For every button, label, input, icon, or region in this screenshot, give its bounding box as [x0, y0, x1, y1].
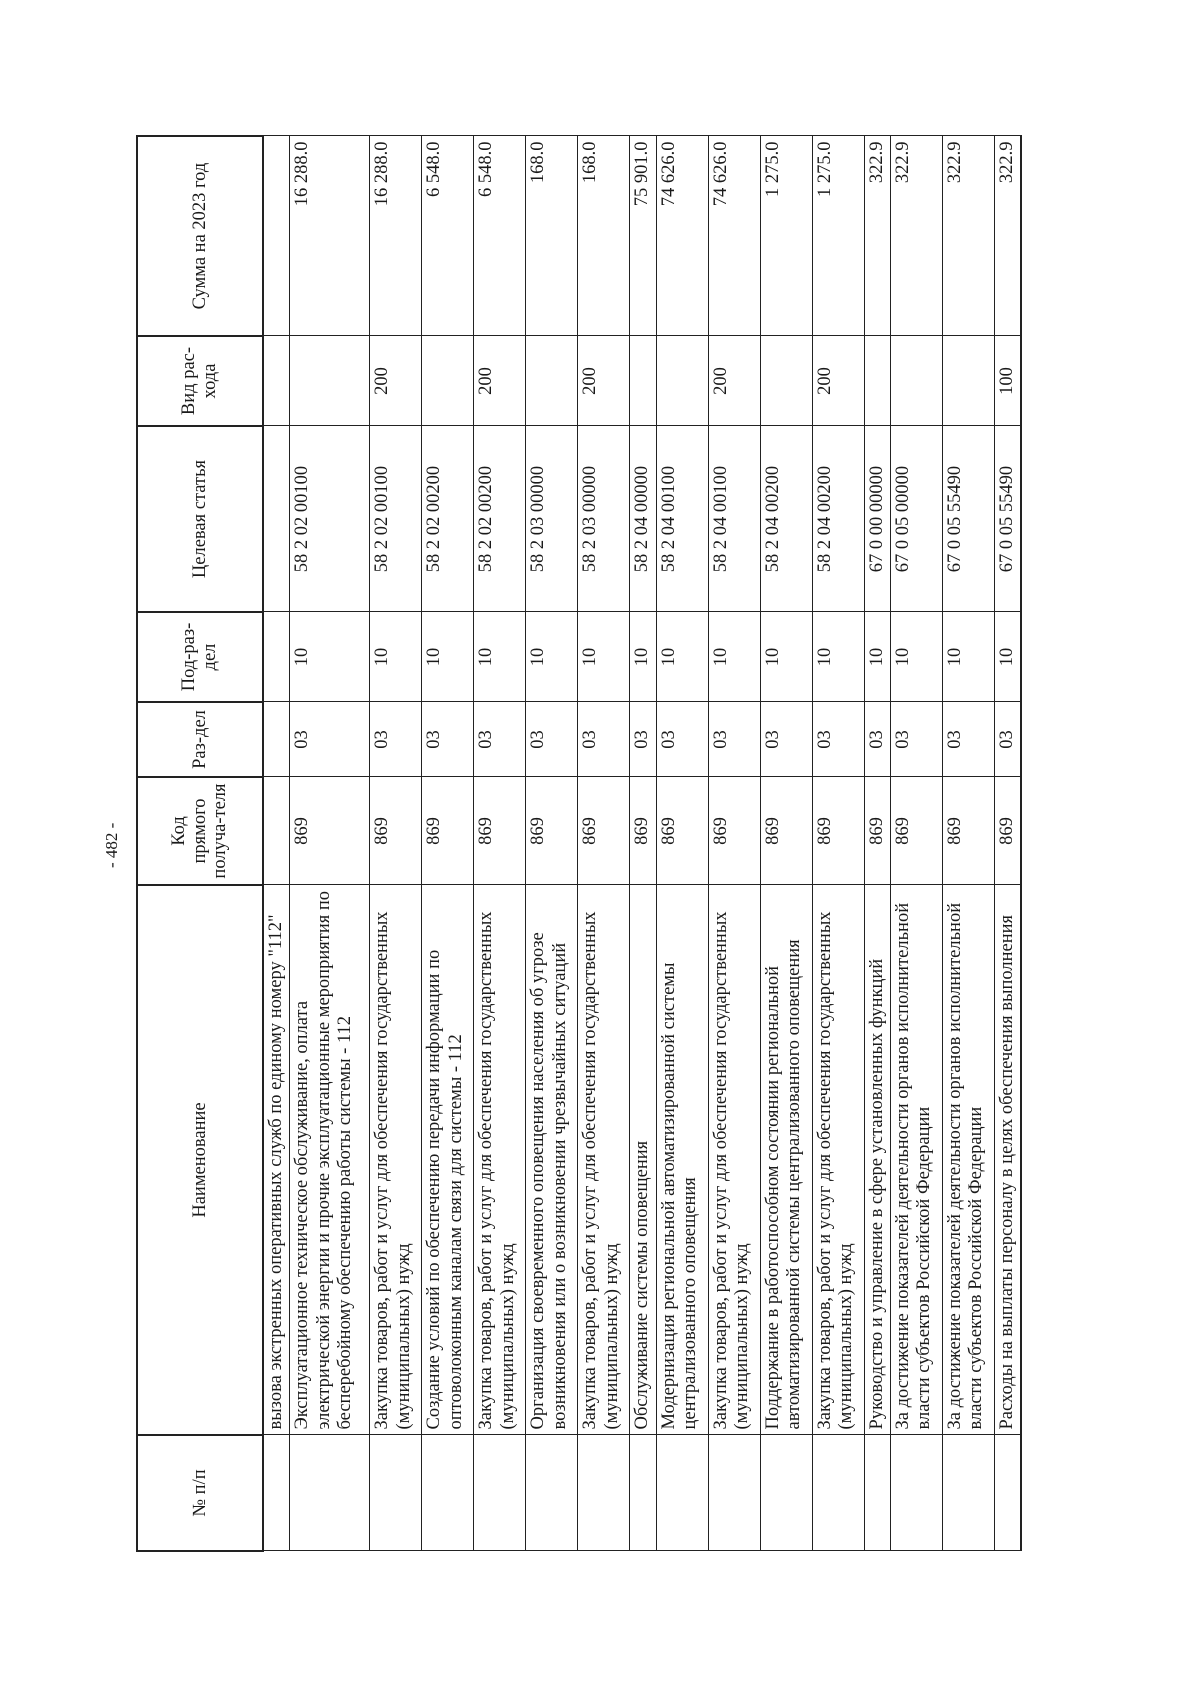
- cell-sum: 6 548.0: [422, 136, 474, 336]
- cell-code: 869: [760, 777, 812, 885]
- cell-code: 869: [630, 777, 656, 885]
- cell-razdel: 03: [994, 702, 1021, 777]
- cell-code: 869: [290, 777, 370, 885]
- header-sum: Сумма на 2023 год: [137, 136, 263, 336]
- cell-sum: 16 288.0: [370, 136, 422, 336]
- cell-sum: [263, 136, 290, 336]
- cell-vid: 100: [994, 336, 1021, 426]
- cell-vid: [760, 336, 812, 426]
- cell-razdel: 03: [630, 702, 656, 777]
- cell-target: 58 2 03 00000: [578, 426, 630, 612]
- cell-num: [656, 1435, 708, 1551]
- table-row: [263, 136, 290, 1551]
- cell-code: 869: [370, 777, 422, 885]
- cell-name: Закупка товаров, работ и услуг для обеспечения государственных (муниципальных) нужд: [578, 885, 630, 1435]
- cell-vid: 200: [812, 336, 864, 426]
- cell-num: [474, 1435, 526, 1551]
- cell-name: Эксплуатационное техническое обслуживание, оплата электрической энергии и прочие эксплуатационные мероприятия по бесперебойному обеспечению работы системы - 112: [290, 885, 370, 1435]
- cell-target: 58 2 04 00000: [630, 426, 656, 612]
- cell-razdel: 03: [760, 702, 812, 777]
- cell-podrazdel: 10: [812, 612, 864, 702]
- cell-razdel: 03: [812, 702, 864, 777]
- cell-code: 869: [526, 777, 578, 885]
- table-row: [942, 136, 994, 1551]
- cell-target: 58 2 04 00200: [760, 426, 812, 612]
- cell-code: [263, 777, 290, 885]
- cell-vid: [942, 336, 994, 426]
- cell-num: [890, 1435, 942, 1551]
- page-number: - 482 -: [102, 822, 121, 868]
- table-header: [137, 136, 263, 1551]
- cell-podrazdel: 10: [994, 612, 1021, 702]
- cell-sum: 74 626.0: [656, 136, 708, 336]
- table-row: [760, 136, 812, 1551]
- cell-podrazdel: 10: [890, 612, 942, 702]
- cell-code: 869: [656, 777, 708, 885]
- cell-code: 869: [812, 777, 864, 885]
- cell-podrazdel: [263, 612, 290, 702]
- cell-code: 869: [578, 777, 630, 885]
- cell-podrazdel: 10: [422, 612, 474, 702]
- cell-sum: 16 288.0: [290, 136, 370, 336]
- table-row: [474, 136, 526, 1551]
- cell-razdel: 03: [864, 702, 890, 777]
- cell-name: Создание условий по обеспечению передачи информации по оптоволоконным каналам связи для системы - 112: [422, 885, 474, 1435]
- cell-num: [864, 1435, 890, 1551]
- cell-sum: 168.0: [578, 136, 630, 336]
- cell-name: Закупка товаров, работ и услуг для обеспечения государственных (муниципальных) нужд: [812, 885, 864, 1435]
- table-row: [890, 136, 942, 1551]
- cell-razdel: 03: [942, 702, 994, 777]
- cell-vid: [890, 336, 942, 426]
- table-body: [263, 136, 1021, 1551]
- cell-podrazdel: 10: [864, 612, 890, 702]
- cell-name: Закупка товаров, работ и услуг для обеспечения государственных (муниципальных) нужд: [370, 885, 422, 1435]
- cell-target: 67 0 05 55490: [994, 426, 1021, 612]
- table-row: [656, 136, 708, 1551]
- cell-target: 58 2 02 00200: [474, 426, 526, 612]
- table-row: [290, 136, 370, 1551]
- cell-code: 869: [708, 777, 760, 885]
- header-podrazdel: Под-раз-дел: [137, 612, 263, 702]
- header-razdel: Раз-дел: [137, 702, 263, 777]
- cell-vid: 200: [578, 336, 630, 426]
- cell-name: вызова экстренных оперативных служб по единому номеру "112": [263, 885, 290, 1435]
- cell-name: Закупка товаров, работ и услуг для обеспечения государственных (муниципальных) нужд: [474, 885, 526, 1435]
- cell-podrazdel: 10: [630, 612, 656, 702]
- cell-target: 58 2 04 00200: [812, 426, 864, 612]
- cell-razdel: 03: [290, 702, 370, 777]
- header-target: Целевая статья: [137, 426, 263, 612]
- cell-vid: [422, 336, 474, 426]
- cell-name: Закупка товаров, работ и услуг для обеспечения государственных (муниципальных) нужд: [708, 885, 760, 1435]
- cell-code: 869: [942, 777, 994, 885]
- cell-podrazdel: 10: [526, 612, 578, 702]
- cell-sum: 1 275.0: [812, 136, 864, 336]
- cell-podrazdel: 10: [942, 612, 994, 702]
- cell-name: За достижение показателей деятельности органов исполнительной власти субъектов Российской Федерации: [890, 885, 942, 1435]
- cell-razdel: [263, 702, 290, 777]
- header-num: № п/п: [137, 1435, 263, 1551]
- cell-code: 869: [890, 777, 942, 885]
- cell-razdel: 03: [708, 702, 760, 777]
- cell-num: [708, 1435, 760, 1551]
- table-row: [708, 136, 760, 1551]
- cell-target: 58 2 04 00100: [656, 426, 708, 612]
- cell-vid: [656, 336, 708, 426]
- cell-num: [942, 1435, 994, 1551]
- table-row: [630, 136, 656, 1551]
- table-row: [578, 136, 630, 1551]
- cell-target: 58 2 02 00100: [370, 426, 422, 612]
- budget-table: [136, 135, 1022, 1552]
- cell-sum: 1 275.0: [760, 136, 812, 336]
- cell-vid: [526, 336, 578, 426]
- cell-name: Поддержание в работоспособном состоянии региональной автоматизированной системы централизованного оповещения: [760, 885, 812, 1435]
- cell-podrazdel: 10: [290, 612, 370, 702]
- cell-num: [290, 1435, 370, 1551]
- cell-code: 869: [474, 777, 526, 885]
- table-row: [864, 136, 890, 1551]
- budget-table-container: [136, 137, 1017, 1552]
- cell-num: [994, 1435, 1021, 1551]
- cell-num: [630, 1435, 656, 1551]
- cell-razdel: 03: [656, 702, 708, 777]
- cell-vid: 200: [474, 336, 526, 426]
- cell-sum: 75 901.0: [630, 136, 656, 336]
- cell-vid: [630, 336, 656, 426]
- cell-target: 58 2 03 00000: [526, 426, 578, 612]
- cell-vid: [263, 336, 290, 426]
- cell-target: 67 0 00 00000: [864, 426, 890, 612]
- cell-code: 869: [422, 777, 474, 885]
- cell-razdel: 03: [370, 702, 422, 777]
- cell-razdel: 03: [890, 702, 942, 777]
- cell-podrazdel: 10: [370, 612, 422, 702]
- cell-sum: 322.9: [994, 136, 1021, 336]
- cell-podrazdel: 10: [760, 612, 812, 702]
- cell-vid: 200: [370, 336, 422, 426]
- cell-podrazdel: 10: [474, 612, 526, 702]
- table-row: [422, 136, 474, 1551]
- table-row: [370, 136, 422, 1551]
- cell-vid: [290, 336, 370, 426]
- cell-num: [370, 1435, 422, 1551]
- header-code: Код прямого получа-теля: [137, 777, 263, 885]
- cell-podrazdel: 10: [578, 612, 630, 702]
- table-row: [994, 136, 1021, 1551]
- cell-razdel: 03: [474, 702, 526, 777]
- header-name: Наименование: [137, 885, 263, 1435]
- cell-num: [263, 1435, 290, 1551]
- cell-podrazdel: 10: [708, 612, 760, 702]
- cell-target: 58 2 02 00200: [422, 426, 474, 612]
- cell-target: 67 0 05 55490: [942, 426, 994, 612]
- cell-name: Обслуживание системы оповещения: [630, 885, 656, 1435]
- cell-razdel: 03: [578, 702, 630, 777]
- cell-code: 869: [994, 777, 1021, 885]
- cell-podrazdel: 10: [656, 612, 708, 702]
- cell-name: Модернизация региональной автоматизированной системы централизованного оповещения: [656, 885, 708, 1435]
- cell-target: 58 2 02 00100: [290, 426, 370, 612]
- header-vid: Вид рас-хода: [137, 336, 263, 426]
- cell-num: [812, 1435, 864, 1551]
- cell-sum: 6 548.0: [474, 136, 526, 336]
- cell-sum: 168.0: [526, 136, 578, 336]
- cell-vid: 200: [708, 336, 760, 426]
- table-row: [526, 136, 578, 1551]
- cell-name: За достижение показателей деятельности органов исполнительной власти субъектов Российской Федерации: [942, 885, 994, 1435]
- cell-target: [263, 426, 290, 612]
- cell-name: Организация своевременного оповещения населения об угрозе возникновения или о возникновении чрезвычайных ситуаций: [526, 885, 578, 1435]
- cell-target: 67 0 05 00000: [890, 426, 942, 612]
- cell-code: 869: [864, 777, 890, 885]
- cell-sum: 74 626.0: [708, 136, 760, 336]
- cell-sum: 322.9: [942, 136, 994, 336]
- cell-num: [760, 1435, 812, 1551]
- cell-sum: 322.9: [890, 136, 942, 336]
- cell-target: 58 2 04 00100: [708, 426, 760, 612]
- cell-name: Расходы на выплаты персоналу в целях обеспечения выполнения: [994, 885, 1021, 1435]
- cell-razdel: 03: [422, 702, 474, 777]
- cell-sum: 322.9: [864, 136, 890, 336]
- cell-name: Руководство и управление в сфере установленных функций: [864, 885, 890, 1435]
- cell-vid: [864, 336, 890, 426]
- cell-num: [526, 1435, 578, 1551]
- cell-num: [578, 1435, 630, 1551]
- cell-num: [422, 1435, 474, 1551]
- table-row: [812, 136, 864, 1551]
- cell-razdel: 03: [526, 702, 578, 777]
